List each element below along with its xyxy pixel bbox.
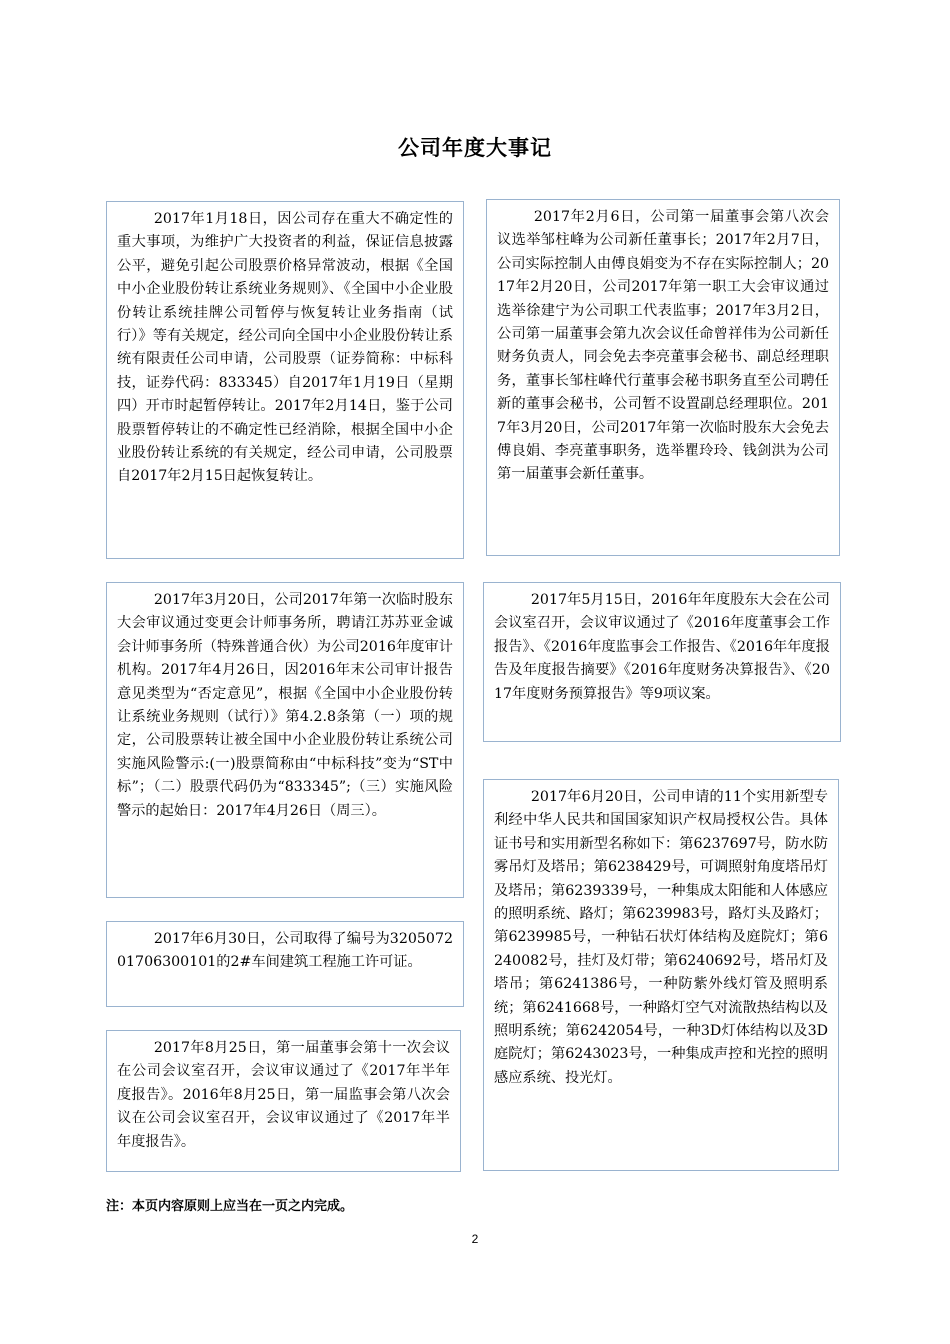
- event-box-board-changes: 2017年2月6日，公司第一届董事会第八次会议选举邹柱峰为公司新任董事长；2017年2月7日，公司实际控制人由傅良娟变为不存在实际控制人；2017年2月20日，公司2017年第一职工大会审议通过选举徐建宁为公司职工代表监事；2017年3月2日，公司第一届董事会第九次会议任命曾祥伟为公司新任财务负责人，同会免去李亮董事会秘书、副总经理职务，董事长邹柱峰代行董事会秘书职务直至公司聘任新的董事会秘书，公司暂不设置副总经理职位。2017年3月20日，公司2017年第一次临时股东大会免去傅良娟、李亮董事职务，选举瞿玲玲、钱剑洪为公司第一届董事会新任董事。: [486, 199, 840, 556]
- footnote: 注：本页内容原则上应当在一页之内完成。: [106, 1199, 354, 1214]
- event-box-half-year-report: 2017年8月25日，第一届董事会第十一次会议在公司会议室召开，会议审议通过了《2017年半年度报告》。2016年8月25日，第一届监事会第八次会议在公司会议室召开，会议审议通过了《2017年半年度报告》。: [106, 1030, 461, 1172]
- event-box-auditor-change: 2017年3月20日，公司2017年第一次临时股东大会审议通过变更会计师事务所，聘请江苏苏亚金诚会计师事务所（特殊普通合伙）为公司2016年度审计机构。2017年4月26日，因2016年末公司审计报告意见类型为“否定意见”，根据《全国中小企业股份转让系统业务规则（试行）》第4.2.8条第（一）项的规定，公司股票转让被全国中小企业股份转让系统公司实施风险警示:(一)股票简称由“中标科技”变为“ST中标”；（二）股票代码仍为“833345”;（三）实施风险警示的起始日：2017年4月26日（周三）。: [106, 582, 464, 898]
- page-number: 2: [471, 1232, 479, 1246]
- event-box-construction-permit: 2017年6月30日，公司取得了编号为320507201706300101的2#车间建筑工程施工许可证。: [106, 921, 464, 1007]
- event-box-patents: 2017年6月20日，公司申请的11个实用新型专利经中华人民共和国国家知识产权局授权公告。具体证书号和实用新型名称如下：第6237697号，防水防雾吊灯及塔吊；第6238429号，可调照射角度塔吊灯及塔吊；第6239339号，一种集成太阳能和人体感应的照明系统、路灯；第6239983号，路灯头及路灯；第6239985号，一种钻石状灯体结构及庭院灯；第6240082号，挂灯及灯带；第6240692号，塔吊灯及塔吊；第6241386号，一种防紫外线灯管及照明系统；第6241668号，一种路灯空气对流散热结构以及照明系统；第6242054号，一种3D灯体结构以及3D庭院灯；第6243023号，一种集成声控和光控的照明感应系统、投光灯。: [483, 779, 839, 1171]
- event-box-shareholders-meeting: 2017年5月15日，2016年年度股东大会在公司会议室召开，会议审议通过了《2016年度董事会工作报告》、《2016年度监事会工作报告、《2016年年度报告及年度报告摘要》《2016年度财务决算报告》、《2017年度财务预算报告》等9项议案。: [483, 582, 841, 742]
- event-box-trading-suspension: 2017年1月18日，因公司存在重大不确定性的重大事项，为维护广大投资者的利益，保证信息披露公平，避免引起公司股票价格异常波动，根据《全国中小企业股份转让系统业务规则》、《全国中小企业股份转让系统挂牌公司暂停与恢复转让业务指南（试行）》等有关规定，经公司向全国中小企业股份转让系统有限责任公司申请，公司股票（证券简称：中标科技，证券代码：833345）自2017年1月19日（星期四）开市时起暂停转让。2017年2月14日，鉴于公司股票暂停转让的不确定性已经消除，根据全国中小企业股份转让系统的有关规定，经公司申请，公司股票自2017年2月15日起恢复转让。: [106, 201, 464, 559]
- page-title: 公司年度大事记: [398, 136, 552, 160]
